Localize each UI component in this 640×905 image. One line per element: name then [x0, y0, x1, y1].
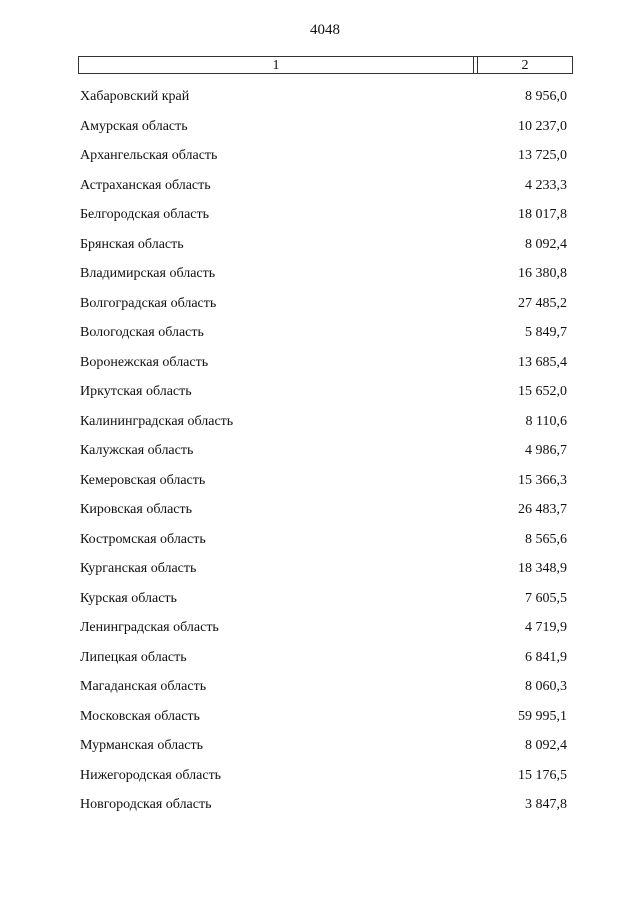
table-row	[78, 262, 567, 292]
table-row	[78, 705, 567, 735]
region-name: Ленинградская область	[80, 620, 219, 635]
region-value: 4 233,3	[525, 177, 567, 193]
region-value: 7 605,5	[525, 590, 567, 606]
region-name: Кемеровская область	[80, 472, 206, 488]
region-name: Московская область	[80, 708, 200, 724]
region-name: Вологодская область	[80, 325, 204, 340]
table-row	[78, 233, 567, 263]
region-value: 8 956,0	[525, 89, 567, 104]
region-name: Брянская область	[80, 236, 184, 252]
table-row	[78, 439, 567, 469]
region-value: 27 485,2	[518, 295, 567, 311]
table-row	[78, 410, 567, 440]
table-row	[78, 115, 567, 145]
region-name: Архангельская область	[80, 148, 218, 163]
region-name: Амурская область	[80, 118, 188, 134]
table-row	[78, 380, 567, 410]
table-row	[78, 587, 567, 617]
region-value: 8 060,3	[525, 679, 567, 694]
region-value: 4 986,7	[525, 443, 567, 458]
region-name: Владимирская область	[80, 266, 216, 281]
region-name: Калужская область	[80, 443, 194, 458]
region-value: 15 652,0	[518, 384, 567, 399]
region-name: Липецкая область	[80, 649, 187, 665]
region-value: 8 092,4	[525, 236, 567, 252]
region-name: Новгородская область	[80, 797, 212, 812]
table-row	[78, 528, 567, 558]
table-header	[78, 56, 573, 74]
table-row	[78, 616, 567, 646]
region-name: Мурманская область	[80, 738, 204, 753]
region-name: Волгоградская область	[80, 295, 217, 311]
region-value: 4 719,9	[525, 620, 567, 635]
table-row	[78, 292, 567, 322]
table-row	[78, 203, 567, 233]
region-value: 10 237,0	[518, 118, 567, 134]
region-value: 8 110,6	[525, 413, 567, 429]
table-row	[78, 498, 567, 528]
region-name: Костромская область	[80, 531, 206, 547]
column-header-1: 1	[272, 58, 280, 73]
region-value: 3 847,8	[525, 797, 567, 812]
region-name: Белгородская область	[80, 207, 210, 222]
region-name: Калининградская область	[80, 413, 234, 429]
region-name: Иркутская область	[80, 384, 192, 399]
region-name: Курганская область	[80, 561, 197, 576]
region-name: Хабаровский край	[80, 89, 190, 104]
table-row	[78, 321, 567, 351]
table-body	[78, 85, 567, 823]
region-value: 18 348,9	[518, 561, 567, 576]
region-value: 8 092,4	[525, 738, 567, 753]
page-number: 4048	[310, 22, 340, 38]
region-name: Магаданская область	[80, 679, 207, 694]
region-name: Воронежская область	[80, 354, 209, 370]
table-row	[78, 646, 567, 676]
region-value: 13 685,4	[518, 354, 567, 370]
table-row	[78, 557, 567, 587]
table-row	[78, 793, 567, 823]
region-value: 26 483,7	[518, 502, 567, 517]
region-value: 15 176,5	[518, 767, 567, 783]
region-value: 5 849,7	[525, 325, 567, 340]
table-row	[78, 734, 567, 764]
region-value: 16 380,8	[518, 266, 567, 281]
region-value: 8 565,6	[525, 531, 567, 547]
table-row	[78, 144, 567, 174]
region-value: 59 995,1	[518, 708, 567, 724]
table-row	[78, 469, 567, 499]
region-name: Нижегородская область	[80, 767, 222, 783]
region-name: Кировская область	[80, 502, 193, 517]
table-row	[78, 675, 567, 705]
table-row	[78, 351, 567, 381]
region-value: 6 841,9	[525, 649, 567, 665]
region-value: 15 366,3	[518, 472, 567, 488]
table-row	[78, 764, 567, 794]
region-name: Курская область	[80, 590, 177, 606]
table-row	[78, 174, 567, 204]
region-value: 13 725,0	[518, 148, 567, 163]
column-header-2: 2	[521, 58, 529, 73]
region-name: Астраханская область	[80, 177, 211, 193]
region-value: 18 017,8	[518, 207, 567, 222]
table-row	[78, 85, 567, 115]
